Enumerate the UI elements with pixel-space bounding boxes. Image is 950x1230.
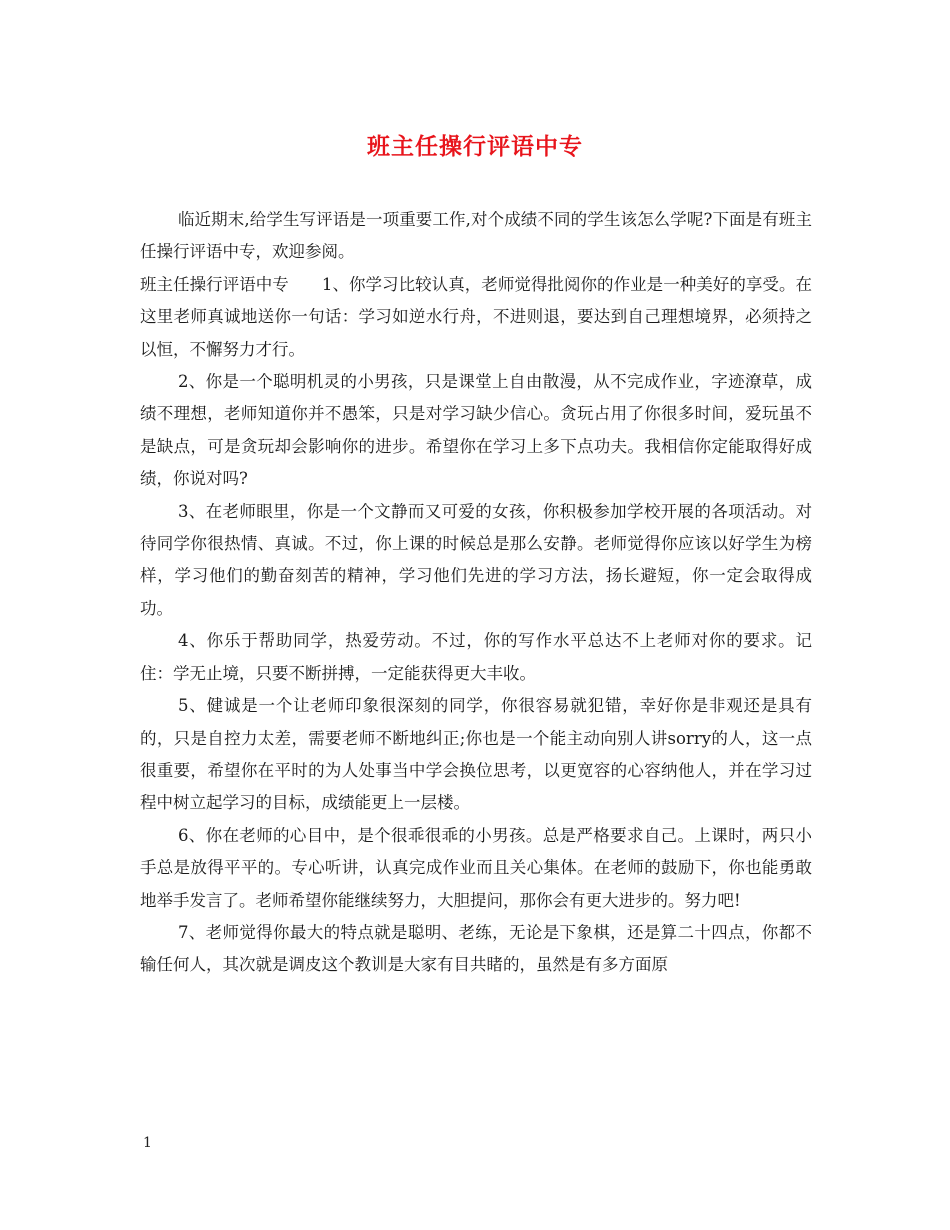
document-title: 班主任操行评语中专 (367, 133, 583, 160)
comment-paragraph-3: 3、在老师眼里，你是一个文静而又可爱的女孩，你积极参加学校开展的各项活动。对待同学你很热情、真诚。不过，你上课的时候总是那么安静。老师觉得你应该以好学生为榜样，学习他们的勤奋刻苦的精神，学习他们先进的学习方法，扬长避短，你一定会取得成功。 (140, 501, 812, 618)
intro-paragraph: 临近期末,给学生写评语是一项重要工作,对个成绩不同的学生该怎么学呢?下面是有班主任操行评语中专，欢迎参阅。 (140, 210, 812, 262)
comment-paragraph-5: 5、健诚是一个让老师印象很深刻的同学，你很容易就犯错，幸好你是非观还是具有的，只是自控力太差，需要老师不断地纠正;你也是一个能主动向别人讲sorry的人，这一点很重要，希望你在平时的为人处事当中学会换位思考，以更宽容的心容纳他人，并在学习过程中树立起学习的目标，成绩能更上一层楼。 (140, 696, 812, 813)
document-body (140, 204, 812, 982)
comment-paragraph-7: 7、老师觉得你最大的特点就是聪明、老练，无论是下象棋，还是算二十四点，你都不输任何人，其次就是调皮这个教训是大家有目共睹的，虽然是有多方面原 (140, 922, 812, 975)
comment-paragraph-1: 班主任操行评语中专 1、你学习比较认真，老师觉得批阅你的作业是一种美好的享受。在这里老师真诚地送你一句话：学习如逆水行舟，不进则退，要达到自己理想境界，必须持之以恒，不懈努力才行。 (140, 274, 812, 359)
comment-paragraph-4: 4、你乐于帮助同学，热爱劳动。不过，你的写作水平总达不上老师对你的要求。记住：学无止境，只要不断拼搏，一定能获得更大丰收。 (140, 631, 812, 683)
comment-paragraph-6: 6、你在老师的心目中，是个很乖很乖的小男孩。总是严格要求自己。上课时，两只小手总是放得平平的。专心听讲，认真完成作业而且关心集体。在老师的鼓励下，你也能勇敢地举手发言了。老师希望你能继续努力，大胆提问，那你会有更大进步的。努力吧! (140, 825, 812, 910)
page-number: 1 (143, 1135, 152, 1151)
comment-paragraph-2: 2、你是一个聪明机灵的小男孩，只是课堂上自由散漫，从不完成作业，字迹潦草，成绩不理想，老师知道你并不愚笨，只是对学习缺少信心。贪玩占用了你很多时间，爱玩虽不是缺点，可是贪玩却会影响你的进步。希望你在学习上多下点功夫。我相信你定能取得好成绩，你说对吗? (140, 372, 812, 489)
